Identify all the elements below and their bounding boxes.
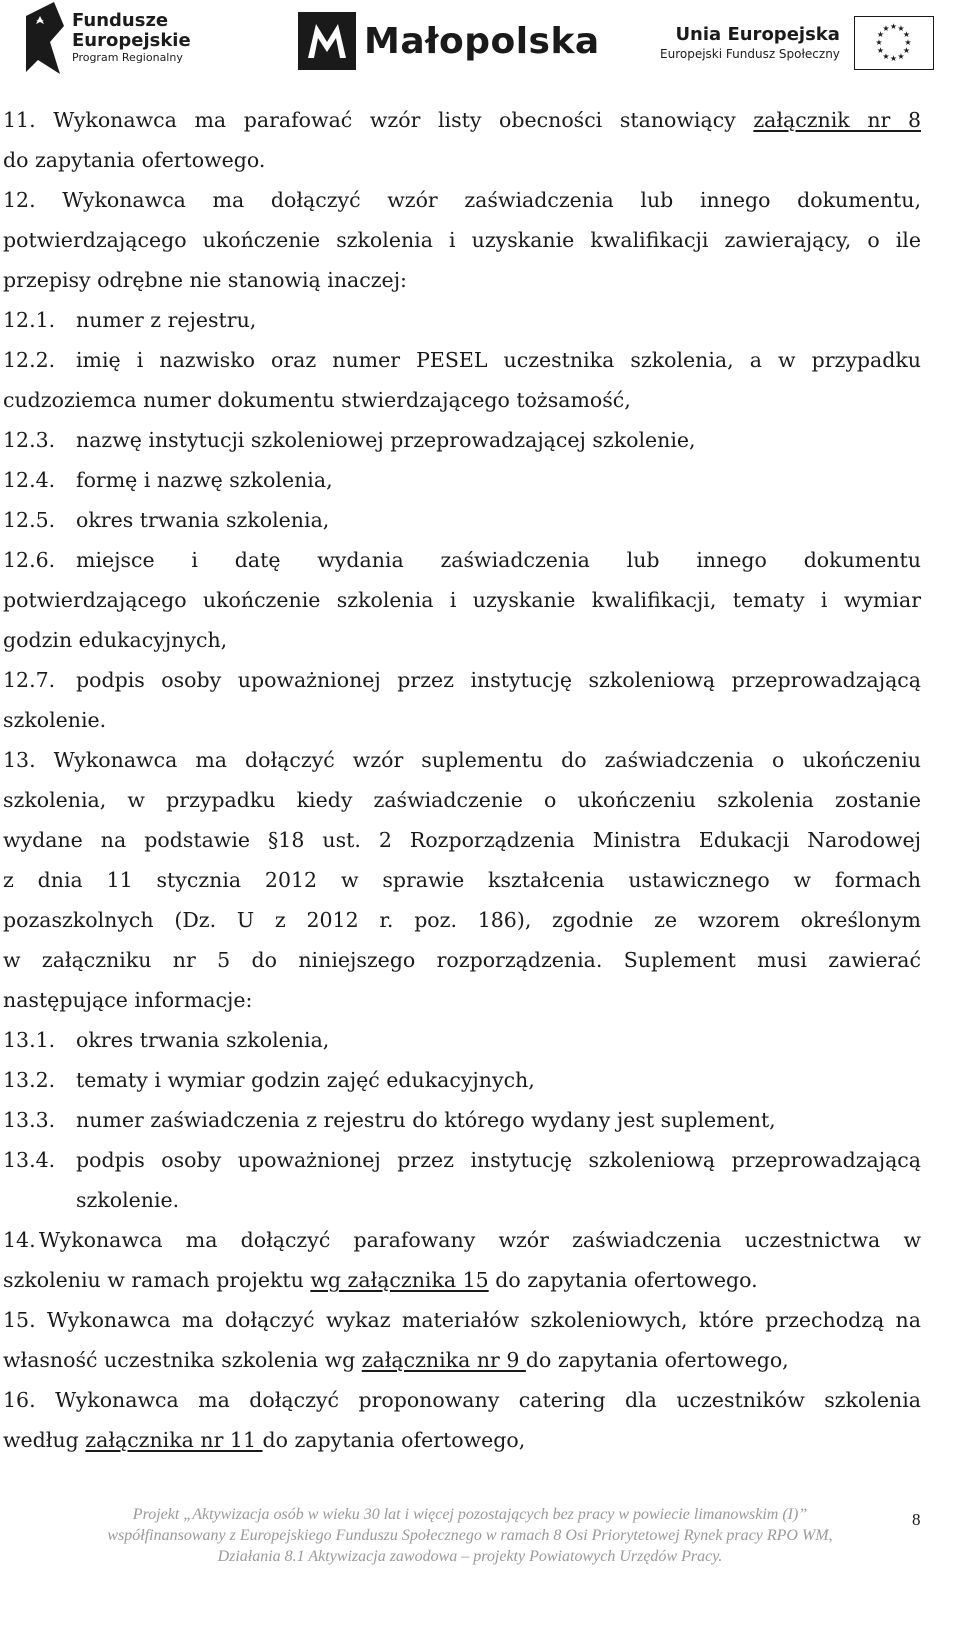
- list-item-13-4-cont: [3, 1180, 921, 1220]
- paragraph-13-line7: następujące informacje:: [3, 988, 253, 1012]
- item-number: 14.: [3, 1228, 36, 1252]
- item-text: imię i nazwisko oraz numer PESEL uczestnika szkolenia, a w przypadku: [76, 348, 921, 372]
- svg-text:★: ★: [889, 54, 897, 63]
- svg-text:★: ★: [897, 24, 905, 33]
- fe-star-icon: [24, 2, 64, 74]
- list-item-13-2: [3, 1060, 921, 1100]
- list-item-12-5: [3, 500, 921, 540]
- item-number: 12.6.: [3, 548, 56, 572]
- attachment-9-link[interactable]: załącznika nr 9: [361, 1348, 526, 1372]
- svg-text:★: ★: [882, 24, 890, 33]
- paragraph-16-line2: [3, 1420, 921, 1460]
- paragraph-15-line1: 15. Wykonawca ma dołączyć wykaz materiałów szkoleniowych, które przechodzą na: [3, 1308, 921, 1332]
- list-item-12-6-cont2: godzin edukacyjnych,: [3, 628, 228, 652]
- svg-text:★: ★: [902, 30, 910, 39]
- paragraph-13-line3: wydane na podstawie §18 ust. 2 Rozporządzenia Ministra Edukacji Narodowej: [3, 828, 921, 852]
- list-item-12-2-cont: cudzoziemca numer dokumentu stwierdzającego tożsamość,: [3, 388, 631, 412]
- svg-text:★: ★: [897, 52, 905, 61]
- item-number: 12.1.: [3, 308, 56, 332]
- svg-text:★: ★: [904, 38, 912, 47]
- item-text: szkolenie.: [76, 1188, 180, 1212]
- item-text: Wykonawca ma dołączyć parafowany wzór zaświadczenia uczestnictwa w: [39, 1228, 921, 1252]
- fe-line3: Program Regionalny: [72, 51, 183, 64]
- attachment-15-link[interactable]: wg załącznika 15: [310, 1268, 489, 1292]
- item-number: 13.3.: [3, 1108, 56, 1132]
- list-item-12-6-cont1: potwierdzającego ukończenie szkolenia i uzyskanie kwalifikacji, tematy i wymiar: [3, 588, 921, 612]
- item-number: 13.1.: [3, 1028, 56, 1052]
- svg-text:★: ★: [876, 46, 884, 55]
- ue-line2: Europejski Fundusz Społeczny: [660, 47, 840, 61]
- paragraph-15-line2: [3, 1340, 921, 1380]
- item-text: numer z rejestru,: [76, 308, 257, 332]
- item-text: formę i nazwę szkolenia,: [76, 468, 333, 492]
- paragraph-16-line1: 16. Wykonawca ma dołączyć proponowany catering dla uczestników szkolenia: [3, 1388, 921, 1412]
- svg-text:★: ★: [876, 30, 884, 39]
- paragraph-14-line2: [3, 1260, 921, 1300]
- item-text: podpis osoby upoważnionej przez instytucję szkoleniową przeprowadzającą: [76, 668, 921, 692]
- footer-line3: Działania 8.1 Aktywizacja zawodowa – projekty Powiatowych Urzędów Pracy.: [217, 1548, 723, 1565]
- svg-text:★: ★: [902, 46, 910, 55]
- item-number: 12.3.: [3, 428, 56, 452]
- list-item-12-2: [3, 340, 921, 380]
- svg-text:★: ★: [882, 52, 890, 61]
- item-number: 12.2.: [3, 348, 56, 372]
- p14-text-end: do zapytania ofertowego.: [488, 1268, 758, 1292]
- item-text: podpis osoby upoważnionej przez instytucję szkoleniową przeprowadzającą: [76, 1148, 921, 1172]
- paragraph-12-line1: 12. Wykonawca ma dołączyć wzór zaświadczenia lub innego dokumentu,: [3, 188, 921, 212]
- svg-text:★: ★: [889, 22, 897, 31]
- fe-line1: Fundusze: [72, 10, 169, 31]
- paragraph-13-line1: 13. Wykonawca ma dołączyć wzór suplementu do zaświadczenia o ukończeniu: [3, 748, 921, 772]
- paragraph-13-line4: z dnia 11 stycznia 2012 w sprawie kształcenia ustawicznego w formach: [3, 868, 921, 892]
- svg-text:★: ★: [875, 38, 883, 47]
- list-item-12-6: [3, 540, 921, 580]
- fundusze-europejskie-logo: [24, 2, 191, 74]
- paragraph-13-line5: pozaszkolnych (Dz. U z 2012 r. poz. 186), zgodnie ze wzorem określonym: [3, 908, 921, 932]
- paragraph-14-line1: [3, 1220, 921, 1260]
- attachment-8-link[interactable]: załącznik nr 8: [753, 108, 921, 132]
- page-header: [0, 0, 960, 80]
- paragraph-13-line6: w załączniku nr 5 do niniejszego rozporządzenia. Suplement musi zawierać: [3, 948, 921, 972]
- item-number: 12.7.: [3, 668, 56, 692]
- list-item-13-4: [3, 1140, 921, 1180]
- p14-text: szkoleniu w ramach projektu: [3, 1268, 311, 1292]
- malopolska-name: Małopolska: [364, 20, 600, 62]
- list-item-13-3: [3, 1100, 921, 1140]
- paragraph-13-line2: szkolenia, w przypadku kiedy zaświadczenie o ukończeniu szkolenia zostanie: [3, 788, 921, 812]
- attachment-11-link[interactable]: załącznika nr 11: [85, 1428, 263, 1452]
- footer-line1: Projekt „Aktywizacja osób w wieku 30 lat i więcej pozostających bez pracy w powiecie limanowskim (I)”: [132, 1506, 808, 1523]
- item-text: miejsce i datę wydania zaświadczenia lub innego dokumentu: [76, 548, 921, 572]
- item-text: tematy i wymiar godzin zajęć edukacyjnych,: [76, 1068, 535, 1092]
- p11-text: 11. Wykonawca ma parafować wzór listy obecności stanowiący: [3, 108, 754, 132]
- document-body: [3, 100, 921, 1460]
- page-footer: [60, 1504, 880, 1567]
- item-number: 12.4.: [3, 468, 56, 492]
- list-item-12-3: [3, 420, 921, 460]
- malopolska-logo: [298, 12, 600, 70]
- paragraph-11-line1: [3, 100, 921, 140]
- item-number: 13.4.: [3, 1148, 56, 1172]
- paragraph-12-line3: przepisy odrębne nie stanowią inaczej:: [3, 268, 407, 292]
- p15-text-end: do zapytania ofertowego,: [525, 1348, 789, 1372]
- footer-line2: współfinansowany z Europejskiego Funduszu Społecznego w ramach 8 Osi Priorytetowej Rynek pracy RPO WM,: [107, 1527, 833, 1544]
- malopolska-emblem-icon: [298, 12, 356, 70]
- list-item-12-1: [3, 300, 921, 340]
- item-text: numer zaświadczenia z rejestru do którego wydany jest suplement,: [76, 1108, 776, 1132]
- unia-europejska-logo: [660, 16, 934, 70]
- list-item-12-7: [3, 660, 921, 700]
- paragraph-11-line2: do zapytania ofertowego.: [3, 148, 266, 172]
- eu-flag-icon: [854, 16, 934, 70]
- page-number: 8: [912, 1510, 921, 1529]
- fe-line2: Europejskie: [72, 30, 191, 51]
- item-number: 12.5.: [3, 508, 56, 532]
- list-item-13-1: [3, 1020, 921, 1060]
- list-item-12-4: [3, 460, 921, 500]
- list-item-12-7-cont: szkolenie.: [3, 708, 107, 732]
- p16-text-end: do zapytania ofertowego,: [262, 1428, 526, 1452]
- ue-line1: Unia Europejska: [675, 24, 840, 45]
- p15-text: własność uczestnika szkolenia wg: [3, 1348, 362, 1372]
- p16-text: według: [3, 1428, 86, 1452]
- item-number: 13.2.: [3, 1068, 56, 1092]
- item-text: nazwę instytucji szkoleniowej przeprowadzającej szkolenie,: [76, 428, 696, 452]
- item-text: okres trwania szkolenia,: [76, 508, 330, 532]
- item-text: okres trwania szkolenia,: [76, 1028, 330, 1052]
- paragraph-12-line2: potwierdzającego ukończenie szkolenia i uzyskanie kwalifikacji zawierający, o ile: [3, 228, 921, 252]
